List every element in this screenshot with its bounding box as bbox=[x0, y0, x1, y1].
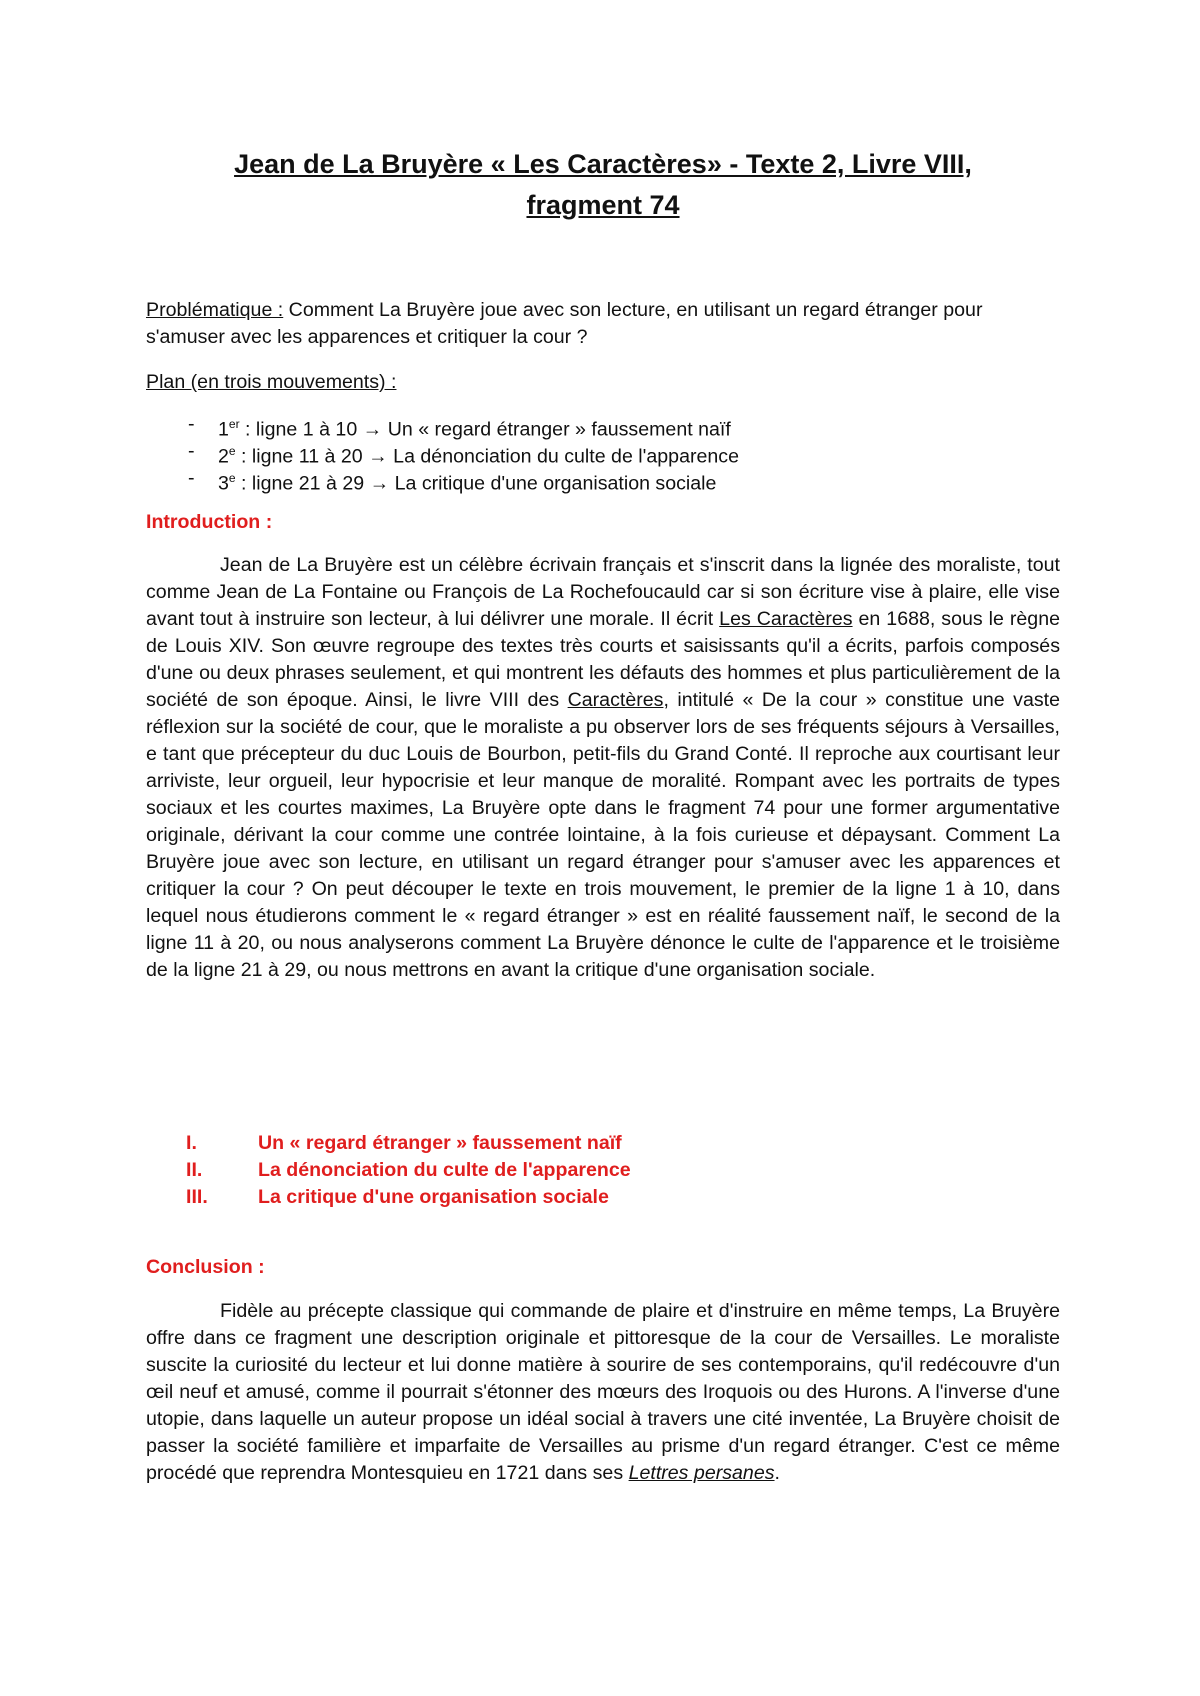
intro-text-1: Jean de La Bruyère est un célèbre écrivain français et s'inscrit dans la lignée des moraliste, tout comme Jean de La Fontaine ou François de La Rochefoucauld car si son écriture vise à plaire, elle vise avant tout à instruire son lecteur, à lui délivrer une morale. Il écrit bbox=[146, 554, 1060, 630]
title-line-1: Jean de La Bruyère « Les Caractères» - Texte 2, Livre VIII, bbox=[234, 149, 972, 179]
list-dash: - bbox=[188, 440, 195, 462]
section-list bbox=[186, 1130, 631, 1211]
plan-item-text: : ligne 21 à 29 → La critique d'une organisation sociale bbox=[235, 472, 717, 495]
conclusion-end: . bbox=[774, 1462, 780, 1484]
section-item bbox=[186, 1157, 631, 1184]
section-label: La critique d'une organisation sociale bbox=[258, 1186, 609, 1208]
section-num: III. bbox=[186, 1186, 208, 1208]
conclusion-heading: Conclusion : bbox=[146, 1256, 265, 1278]
section-num: I. bbox=[186, 1132, 197, 1154]
introduction-paragraph bbox=[146, 552, 1060, 984]
plan-item-num: 2 bbox=[218, 445, 229, 468]
intro-text-2: en 1688, sous le règne de Louis XIV. Son œuvre regroupe des textes très courts et saisissants qu'il a écrits, parfois composés d'une ou deux phrases seulement, et qui montrent les défauts des hommes et plus particulièrement de la société de son époque. Ainsi, le livre VIII des bbox=[146, 608, 1060, 711]
conclusion-text: Fidèle au précepte classique qui commande de plaire et d'instruire en même temps, La Bruyère offre dans ce fragment une description originale et pittoresque de la cour de Versailles. Le moraliste suscite la curiosité du lecteur et lui donne matière à sourire de ses contemporains, qu'il redécouvre d'un œil neuf et amusé, comme il pourrait s'étonner des mœurs des Iroquois ou des Hurons. A l'inverse d'une utopie, dans laquelle un auteur propose un idéal social à travers une cité inventée, La Bruyère choisit de passer la société familière et imparfaite de Versailles au prisme d'un regard étranger. C'est ce même procédé que reprendra Montesquieu en 1721 dans ses bbox=[146, 1300, 1060, 1484]
plan-item-num: 1 bbox=[218, 418, 229, 441]
list-dash: - bbox=[188, 467, 195, 489]
page-title bbox=[146, 144, 1060, 226]
section-label: Un « regard étranger » faussement naïf bbox=[258, 1132, 622, 1154]
section-item bbox=[186, 1130, 631, 1157]
intro-work-title-1: Les Caractères bbox=[719, 608, 853, 630]
plan-list bbox=[146, 411, 1060, 495]
plan-label: Plan (en trois mouvements) : bbox=[146, 371, 397, 393]
plan-item-text: : ligne 11 à 20 → La dénonciation du culte de l'apparence bbox=[235, 445, 739, 468]
introduction-heading: Introduction : bbox=[146, 511, 273, 533]
conclusion-paragraph bbox=[146, 1298, 1060, 1487]
plan-item bbox=[146, 438, 1060, 468]
problematique-label: Problématique : bbox=[146, 299, 284, 321]
title-line-2: fragment 74 bbox=[526, 190, 680, 220]
section-label: La dénonciation du culte de l'apparence bbox=[258, 1159, 631, 1181]
problematique bbox=[146, 297, 1060, 351]
section-num: II. bbox=[186, 1159, 203, 1181]
conclusion-work-title: Lettres persanes bbox=[628, 1462, 775, 1484]
plan-item bbox=[146, 465, 1060, 495]
section-item bbox=[186, 1184, 631, 1211]
plan-item-sup: e bbox=[228, 444, 236, 458]
plan-item-text: : ligne 1 à 10 → Un « regard étranger » faussement naïf bbox=[239, 418, 731, 441]
problematique-text: Comment La Bruyère joue avec son lecture, en utilisant un regard étranger pour s'amuser avec les apparences et critiquer la cour ? bbox=[146, 299, 983, 348]
intro-work-title-2: Caractères bbox=[567, 689, 664, 711]
plan-item-sup: er bbox=[228, 417, 240, 431]
intro-text-3: , intitulé « De la cour » constitue une vaste réflexion sur la société de cour, que le moraliste a pu observer lors de ses fréquents séjours à Versailles, e tant que précepteur du duc Louis de Bourbon, petit-fils du Grand Conté. Il reproche aux courtisant leur arriviste, leur orgueil, leur hypocrisie et leur manque de moralité. Rompant avec les portraits de types sociaux et les courtes maximes, La Bruyère opte dans le fragment 74 pour une former argumentative originale, dérivant la cour comme une contrée lointaine, à la fois curieuse et dépaysant. Comment La Bruyère joue avec son lecture, en utilisant un regard étranger pour s'amuser avec les apparences et critiquer la cour ? On peut découper le texte en trois mouvement, le premier de la ligne 1 à 10, dans lequel nous étudierons comment le « regard étranger » est en réalité faussement naïf, le second de la ligne 11 à 20, ou nous analyserons comment La Bruyère dénonce le culte de l'apparence et le troisième de la ligne 21 à 29, ou nous mettrons en avant la critique d'une organisation sociale. bbox=[146, 689, 1060, 981]
plan-item-num: 3 bbox=[218, 472, 229, 495]
plan-item-sup: e bbox=[228, 471, 236, 485]
plan-item bbox=[146, 411, 1060, 441]
list-dash: - bbox=[188, 413, 195, 435]
